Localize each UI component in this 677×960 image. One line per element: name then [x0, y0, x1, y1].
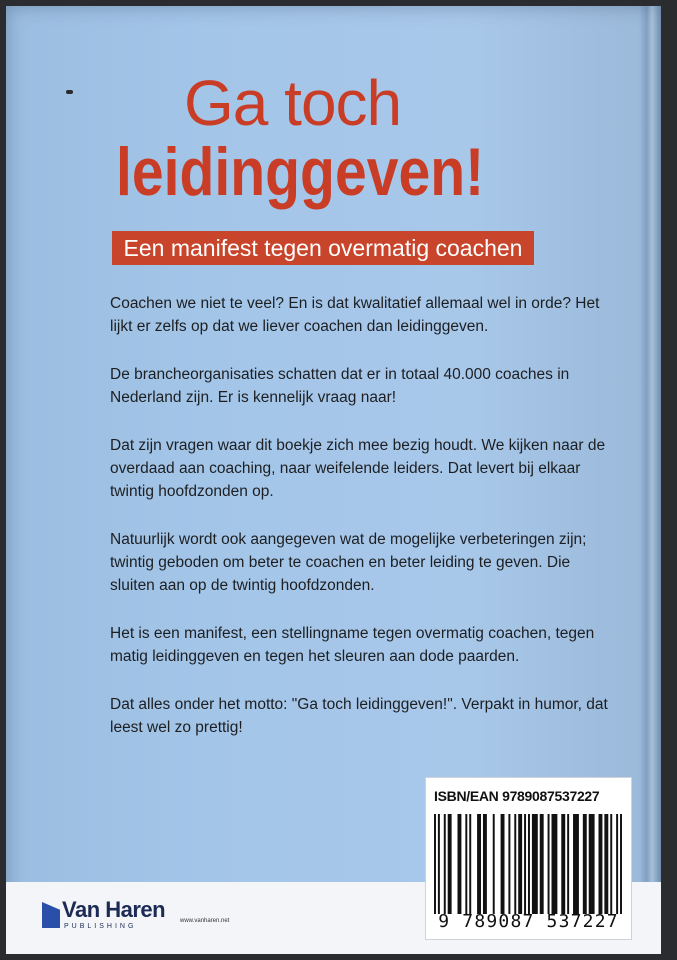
barcode-bar [514, 814, 516, 914]
publisher-name: Van Haren [62, 897, 166, 922]
barcode-bar [540, 814, 544, 914]
barcode-bar [438, 814, 440, 914]
cover-edge-shadow [639, 6, 661, 954]
barcode-bar [528, 814, 530, 914]
barcode-bar [548, 814, 550, 914]
blurb-paragraph-1: Coachen we niet te veel? En is dat kwalitatief allemaal wel in orde? Het lijkt er zelfs op dat we liever coachen dan leidinggeven. [110, 295, 600, 335]
barcode-bar [518, 814, 522, 914]
barcode-bar [444, 814, 446, 914]
barcode-bar [458, 814, 462, 914]
barcode-bar [524, 814, 526, 914]
subtitle-band: Een manifest tegen overmatig coachen [112, 231, 534, 265]
barcode-bar [465, 814, 467, 914]
barcode-bar [599, 814, 603, 914]
barcode-bar [620, 814, 622, 914]
barcode-bar [477, 814, 481, 914]
isbn-text: ISBN/EAN 9789087537227 [434, 788, 600, 804]
barcode-bar [610, 814, 612, 914]
publisher-logo-icon [42, 902, 60, 928]
barcode-bar [434, 814, 436, 914]
barcode-bar [561, 814, 565, 914]
barcode-bar [604, 814, 608, 914]
barcode-bar [469, 814, 471, 914]
blurb-paragraph-4: Natuurlijk wordt ook aangegeven wat de mogelijke verbeteringen zijn; twintig geboden om beter te coachen en beter leiding te geven. Die sluiten aan op de twintig hoofdzonden. [110, 531, 587, 594]
barcode-bar [493, 814, 495, 914]
barcode-digits: 9 789087 537227 [438, 911, 619, 932]
blurb-paragraph-6: Dat alles onder het motto: "Ga toch leidinggeven!". Verpakt in humor, dat leest wel zo prettig! [110, 696, 608, 736]
barcode-bar [501, 814, 505, 914]
dust-speck [66, 90, 73, 94]
barcode-bar [508, 814, 510, 914]
barcode-bar [589, 814, 595, 914]
barcode-bar [448, 814, 452, 914]
publisher-website: www.vanharen.net [180, 918, 230, 924]
blurb-paragraph-5: Het is een manifest, een stellingname tegen overmatig coachen, tegen matig leidinggeven en tegen het sleuren aan dode paarden. [110, 625, 595, 665]
isbn-barcode-label [425, 777, 632, 940]
title-line-2: leidinggeven! [116, 134, 485, 210]
blurb-paragraph-3: Dat zijn vragen waar dit boekje zich mee bezig houdt. We kijken naar de overdaad aan coaching, naar weifelende leiders. Dat levert bij elkaar twintig hoofdzonden op. [110, 437, 606, 500]
blurb-paragraph-2: De brancheorganisaties schatten dat er in totaal 40.000 coaches in Nederland zijn. Er is kennelijk vraag naar! [110, 366, 570, 406]
barcode-bar [552, 814, 558, 914]
barcode-bar [567, 814, 569, 914]
barcode-bar [573, 814, 579, 914]
barcode-bar [483, 814, 487, 914]
publisher-logo [42, 896, 192, 936]
barcode-bar [532, 814, 538, 914]
barcode-bar [616, 814, 618, 914]
title-line-1: Ga toch [184, 67, 402, 139]
publisher-subtitle: PUBLISHING [64, 923, 137, 930]
barcode-icon [434, 814, 622, 914]
barcode-bar [583, 814, 587, 914]
blurb-text [110, 292, 610, 764]
